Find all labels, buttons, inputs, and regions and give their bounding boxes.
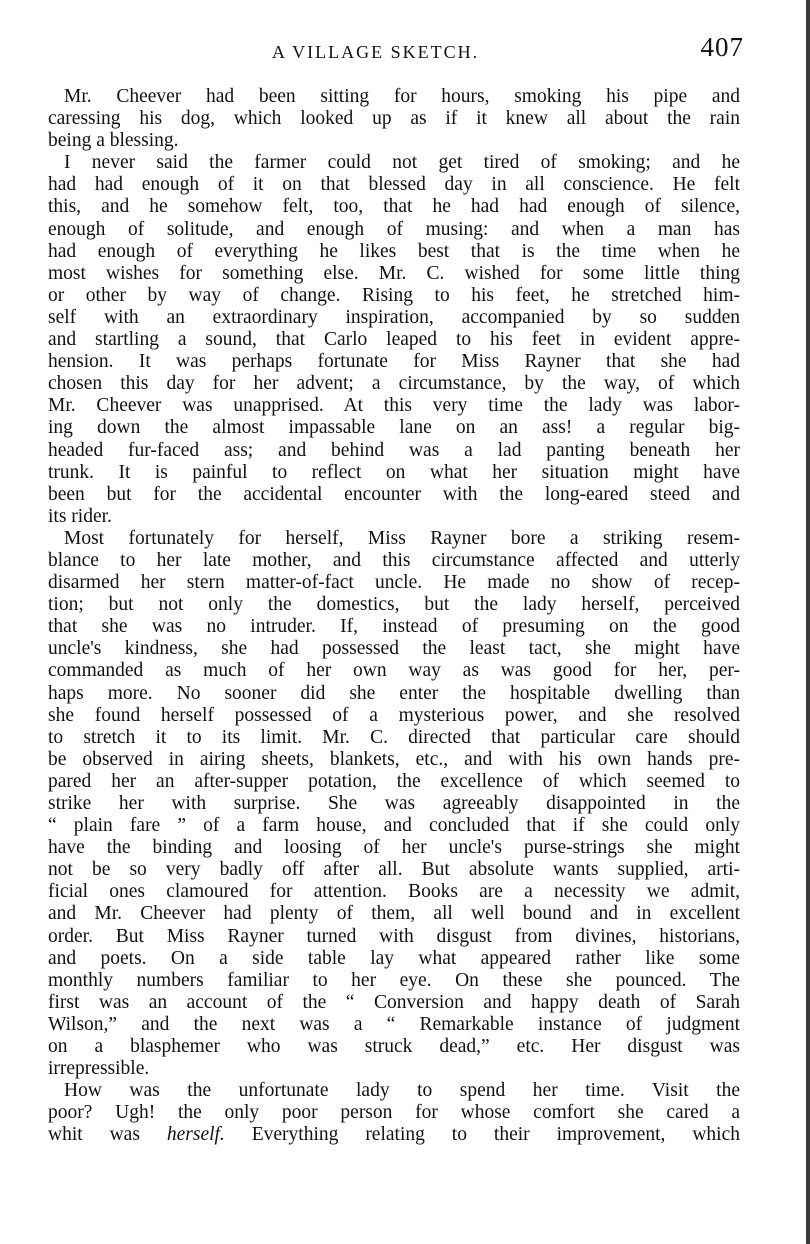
text-line: chosen this day for her advent; a circumstance, by the way, of which <box>48 373 740 395</box>
text-line: had had enough of it on that blessed day in all conscience. He felt <box>48 174 740 196</box>
text-line: Mr. Cheever had been sitting for hours, smoking his pipe and <box>64 86 740 107</box>
text-line: pared her an after-supper potation, the excellence of which seemed to <box>48 770 740 792</box>
text-line: disarmed her stern matter-of-fact uncle. He made no show of recep- <box>48 572 740 594</box>
text-line: its rider. <box>48 505 112 527</box>
text-line: most wishes for something else. Mr. C. wished for some little thing <box>48 262 740 284</box>
text-line: ing down the almost impassable lane on an ass! a regular big- <box>48 417 740 439</box>
text-line: have the binding and loosing of her uncle's purse-strings she might <box>48 837 740 859</box>
body-text <box>48 86 740 1147</box>
text-line: “ plain fare ” of a farm house, and concluded that if she could only <box>48 815 740 837</box>
text-line: and startling a sound, that Carlo leaped to his feet in evident appre- <box>48 329 740 351</box>
text-line: being a blessing. <box>48 130 179 152</box>
text-line: and poets. On a side table lay what appeared rather like some <box>48 947 740 969</box>
text-line: be observed in airing sheets, blankets, etc., and with his own hands pre- <box>48 748 740 770</box>
text-line: to stretch it to its limit. Mr. C. directed that particular care should <box>48 726 740 748</box>
final-line-start: whit was <box>48 1124 167 1146</box>
text-line: haps more. No sooner did she enter the hospitable dwelling than <box>48 682 740 704</box>
text-line: enough of solitude, and enough of musing: and when a man has <box>48 218 740 240</box>
text-line: had enough of everything he likes best that is the time when he <box>48 240 740 262</box>
text-line: headed fur-faced ass; and behind was a lad panting beneath her <box>48 439 740 461</box>
text-line: on a blasphemer who was struck dead,” etc. Her disgust was <box>48 1036 740 1058</box>
text-line: poor? Ugh! the only poor person for whose comfort she cared a <box>48 1102 740 1124</box>
page-number: 407 <box>700 32 744 62</box>
text-line: I never said the farmer could not get tired of smoking; and he <box>64 152 740 174</box>
page-header <box>44 30 744 70</box>
text-line: been but for the accidental encounter with the long-eared steed and <box>48 483 740 505</box>
text-line: How was the unfortunate lady to spend her time. Visit the <box>64 1080 740 1102</box>
text-line: this, and he somehow felt, too, that he had had enough of silence, <box>48 196 740 218</box>
text-line: ficial ones clamoured for attention. Books are a necessity we admit, <box>48 881 740 903</box>
page-edge-border <box>806 0 810 1244</box>
text-line: irrepressible. <box>48 1058 150 1080</box>
text-line: monthly numbers familiar to her eye. On these she pounced. The <box>48 969 740 991</box>
text-line: first was an account of the “ Conversion and happy death of Sarah <box>48 991 740 1013</box>
running-title: A VILLAGE SKETCH. <box>272 42 480 62</box>
text-line: or other by way of change. Rising to his feet, he stretched him- <box>48 284 740 306</box>
text-line: blance to her late mother, and this circumstance affected and utterly <box>48 549 740 571</box>
text-line: strike her with surprise. She was agreeably disappointed in the <box>48 793 740 814</box>
text-line: she found herself possessed of a mysterious power, and she resolved <box>48 704 740 726</box>
text-line: order. But Miss Rayner turned with disgust from divines, historians, <box>48 925 740 947</box>
final-line-end: Everything relating to their improvement, which <box>224 1124 740 1146</box>
text-line: and Mr. Cheever had plenty of them, all well bound and in excellent <box>48 903 740 925</box>
text-line: commanded as much of her own way as was good for her, per- <box>48 660 740 682</box>
text-line: that she was no intruder. If, instead of presuming on the good <box>48 616 740 638</box>
text-line: tion; but not only the domestics, but the lady herself, perceived <box>48 594 740 616</box>
text-line: Most fortunately for herself, Miss Rayner bore a striking resem- <box>64 527 740 549</box>
text-line: self with an extraordinary inspiration, accompanied by so sudden <box>48 306 740 328</box>
text-line: Mr. Cheever was unapprised. At this very time the lady was labor- <box>48 395 740 417</box>
text-line: caressing his dog, which looked up as if it knew all about the rain <box>48 108 740 130</box>
text-line: not be so very badly off after all. But absolute wants supplied, arti- <box>48 859 740 881</box>
text-line: uncle's kindness, she had possessed the least tact, she might have <box>48 638 740 660</box>
text-line: trunk. It is painful to reflect on what her situation might have <box>48 461 740 483</box>
text-line: Wilson,” and the next was a “ Remarkable instance of judgment <box>48 1013 740 1035</box>
italic-emphasis: herself. <box>166 1124 225 1146</box>
text-line-final <box>48 1124 740 1146</box>
text-line: hension. It was perhaps fortunate for Miss Rayner that she had <box>48 351 740 373</box>
